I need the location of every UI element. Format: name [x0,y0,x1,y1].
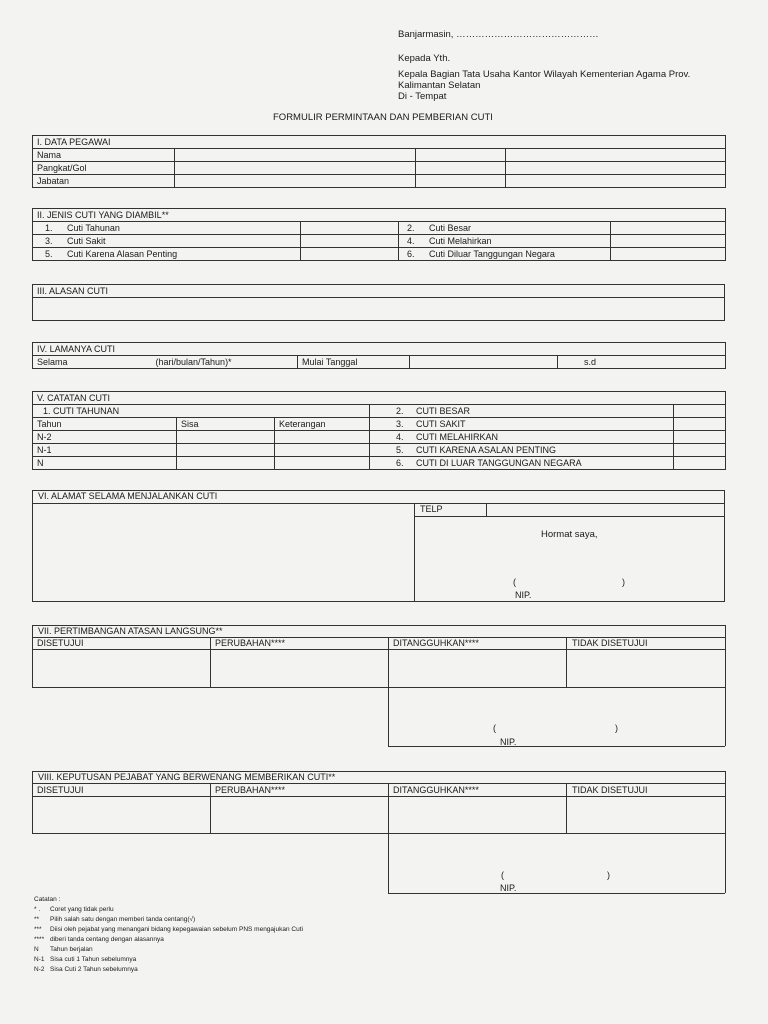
catatan-item: 2. CUTI BESAR [370,405,674,418]
check-cell[interactable] [611,248,726,261]
jenis-cuti-item: 6. Cuti Diluar Tanggungan Negara [399,248,611,261]
check-cell[interactable] [611,235,726,248]
table-row [33,222,726,235]
paren-open: ( [493,723,496,733]
tidak-disetujui-cell[interactable] [567,650,724,687]
to-label: Kepada Yth. [398,53,451,64]
lamanya-cuti-table [32,342,726,369]
recipient-line-3: Di - Tempat [398,91,447,102]
paren-open: ( [501,870,504,880]
field-cell[interactable] [416,162,506,175]
field-cell[interactable] [506,149,726,162]
disetujui-cell[interactable] [33,797,209,833]
alasan-cuti-table [32,284,725,321]
table-row [33,418,726,431]
pejabat-name-field[interactable] [510,869,604,881]
paren-close: ) [615,723,618,733]
jenis-cuti-item: 1. Cuti Tahunan [33,222,301,235]
catatan-item: 6. CUTI DI LUAR TANGGUNGAN NEGARA [370,457,674,470]
keterangan-field[interactable] [275,431,370,444]
atasan-name-field[interactable] [502,722,612,734]
year-label: N [33,457,177,470]
column-header: DITANGGUHKAN**** [393,785,479,795]
row-label: Nama [33,149,175,162]
perubahan-cell[interactable] [211,650,387,687]
check-cell[interactable] [611,222,726,235]
recipient-line-2: Kalimantan Selatan [398,80,481,91]
jenis-cuti-item: 2. Cuti Besar [399,222,611,235]
divider [414,516,725,517]
jenis-cuti-table [32,208,726,261]
note-item: N-1 Sisa cuti 1 Tahun sebelumnya [34,956,137,963]
divider [725,625,726,746]
sisa-field[interactable] [177,457,275,470]
catatan-item: 3. CUTI SAKIT [370,418,674,431]
row-label: Jabatan [33,175,175,188]
column-header: PERUBAHAN**** [215,638,286,648]
jenis-cuti-item: 3. Cuti Sakit [33,235,301,248]
table-row [33,149,726,162]
divider [414,503,415,602]
paren-close: ) [622,577,625,587]
jabatan-field[interactable] [175,175,416,188]
mulai-tanggal-field[interactable] [410,356,558,369]
catatan-value[interactable] [674,431,726,444]
column-header: TIDAK DISETUJUI [572,638,648,648]
section-title: II. JENIS CUTI YANG DIAMBIL** [33,209,726,222]
table-row [33,162,726,175]
year-label: N-1 [33,444,177,457]
note-item: N Tahun berjalan [34,946,93,953]
section-title: V. CATATAN CUTI [33,392,726,405]
nip-label: NIP. [515,590,532,600]
note-item: **** diberi tanda centang dengan alasannya [34,936,164,943]
note-item: N-2 Sisa Cuti 2 Tahun sebelumnya [34,966,138,973]
telp-label: TELP [420,504,443,514]
paren-open: ( [513,577,516,587]
section-title: VII. PERTIMBANGAN ATASAN LANGSUNG** [38,626,223,636]
catatan-notes [34,895,303,975]
table-row [33,405,726,418]
table-row [33,444,726,457]
check-cell[interactable] [301,235,399,248]
section-title: IV. LAMANYA CUTI [33,343,726,356]
divider [32,783,725,784]
perubahan-cell[interactable] [211,797,387,833]
divider [725,771,726,893]
recipient-line-1: Kepala Bagian Tata Usaha Kantor Wilayah Kementerian Agama Prov. [398,69,691,80]
catatan-value[interactable] [674,457,726,470]
place-date: Banjarmasin, ……………………………………… [398,29,599,40]
table-row [33,431,726,444]
selama-field[interactable]: Selama (hari/bulan/Tahun)* [33,356,298,369]
catatan-item: 4. CUTI MELAHIRKAN [370,431,674,444]
catatan-value[interactable] [674,418,726,431]
divider [388,746,725,747]
column-header: Sisa [177,418,275,431]
field-cell[interactable] [506,162,726,175]
year-label: N-2 [33,431,177,444]
column-header: DISETUJUI [37,785,84,795]
catatan-value[interactable] [674,405,726,418]
column-header: DISETUJUI [37,638,84,648]
column-header: Keterangan [275,418,370,431]
column-header: PERUBAHAN**** [215,785,286,795]
divider [32,687,725,688]
form-title: FORMULIR PERMINTAAN DAN PEMBERIAN CUTI [273,112,493,123]
alamat-field[interactable] [33,504,414,601]
sisa-field[interactable] [177,431,275,444]
disetujui-cell[interactable] [33,650,209,687]
ditangguhkan-cell[interactable] [389,797,565,833]
paren-close: ) [607,870,610,880]
table-row [33,356,726,369]
column-header: DITANGGUHKAN**** [393,638,479,648]
keterangan-field[interactable] [275,457,370,470]
hormat-saya: Hormat saya, [541,529,598,540]
note-item: ** Pilih salah satu dengan memberi tanda centang(√) [34,916,196,923]
table-row [33,175,726,188]
section-title: VI. ALAMAT SELAMA MENJALANKAN CUTI [38,491,218,501]
field-cell[interactable] [416,149,506,162]
section-title: VIII. KEPUTUSAN PEJABAT YANG BERWENANG MEMBERIKAN CUTI** [38,772,336,782]
sd-field[interactable]: s.d [558,356,726,369]
note-item: *** Diisi oleh pejabat yang menangani bidang kepegawaian sebelum PNS mengajukan Cuti [34,926,303,933]
cuti-tahunan-label: 1. CUTI TAHUNAN [33,405,370,418]
table-row [33,235,726,248]
nama-field[interactable] [175,149,416,162]
note-item: * . Coret yang tidak perlu [34,906,114,913]
column-header: TIDAK DISETUJUI [572,785,648,795]
check-cell[interactable] [301,248,399,261]
mulai-tanggal-label: Mulai Tanggal [298,356,410,369]
catatan-value[interactable] [674,444,726,457]
sisa-field[interactable] [177,444,275,457]
column-header: Tahun [33,418,177,431]
tidak-disetujui-cell[interactable] [567,797,724,833]
check-cell[interactable] [301,222,399,235]
jenis-cuti-item: 4. Cuti Melahirkan [399,235,611,248]
section-title: I. DATA PEGAWAI [33,136,726,149]
field-cell[interactable] [506,175,726,188]
table-row [33,248,726,261]
data-pegawai-table [32,135,726,188]
nip-label: NIP. [500,883,517,893]
table-row [33,457,726,470]
pemohon-name-field[interactable] [522,576,618,588]
divider [32,833,725,834]
nip-label: NIP. [500,737,517,747]
row-label: Pangkat/Gol [33,162,175,175]
telp-field[interactable] [487,504,724,516]
alasan-cuti-field[interactable] [33,298,725,321]
catatan-cuti-table [32,391,726,470]
catatan-item: 5. CUTI KARENA ASALAN PENTING [370,444,674,457]
ditangguhkan-cell[interactable] [389,650,565,687]
notes-title: Catatan : [34,896,61,903]
jenis-cuti-item: 5. Cuti Karena Alasan Penting [33,248,301,261]
divider [388,893,725,894]
pangkat-field[interactable] [175,162,416,175]
section-title: III. ALASAN CUTI [33,285,725,298]
keterangan-field[interactable] [275,444,370,457]
field-cell[interactable] [416,175,506,188]
